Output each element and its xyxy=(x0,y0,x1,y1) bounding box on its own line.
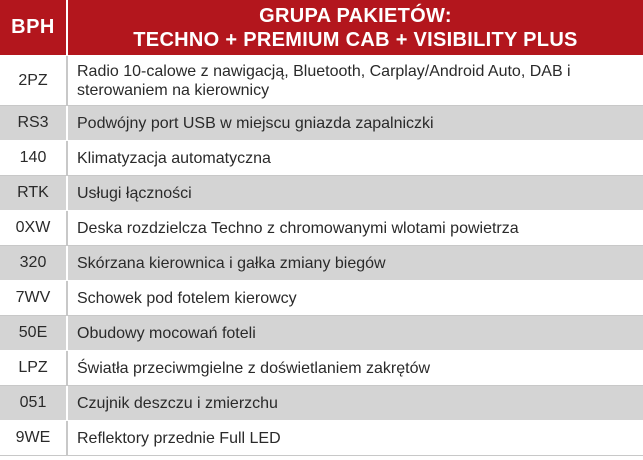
option-code: RTK xyxy=(0,176,68,210)
option-description: Klimatyzacja automatyczna xyxy=(77,149,271,167)
option-code: 051 xyxy=(0,386,68,420)
option-code: 9WE xyxy=(0,421,68,455)
option-code: 7WV xyxy=(0,281,68,315)
table-row xyxy=(0,176,643,211)
option-description: Radio 10-calowe z nawigacją, Bluetooth, Carplay/Android Auto, DAB i sterowaniem na kierownicy xyxy=(77,62,571,99)
option-code: 140 xyxy=(0,141,68,175)
option-code: RS3 xyxy=(0,106,68,140)
table-row xyxy=(0,246,643,281)
option-description: Skórzana kierownica i gałka zmiany biegów xyxy=(77,254,386,272)
option-description: Obudowy mocowań foteli xyxy=(77,324,256,342)
option-description: Reflektory przednie Full LED xyxy=(77,429,281,447)
title-line-1: GRUPA PAKIETÓW: xyxy=(259,4,452,27)
table-header xyxy=(0,0,643,56)
table-row xyxy=(0,386,643,421)
option-code: 0XW xyxy=(0,211,68,245)
table-row xyxy=(0,281,643,316)
code-column-header: BPH xyxy=(0,0,68,55)
option-description: Usługi łączności xyxy=(77,184,192,202)
table-row xyxy=(0,316,643,351)
table-row xyxy=(0,421,643,456)
table-row xyxy=(0,56,643,106)
package-group-title xyxy=(68,0,643,55)
option-description: Deska rozdzielcza Techno z chromowanymi wlotami powietrza xyxy=(77,219,519,237)
table-row xyxy=(0,106,643,141)
option-description: Podwójny port USB w miejscu gniazda zapalniczki xyxy=(77,114,434,132)
option-code: 2PZ xyxy=(0,56,68,105)
table-row xyxy=(0,211,643,246)
table-row xyxy=(0,141,643,176)
option-description: Schowek pod fotelem kierowcy xyxy=(77,289,297,307)
option-description: Czujnik deszczu i zmierzchu xyxy=(77,394,278,412)
table-body xyxy=(0,56,643,456)
option-code: 50E xyxy=(0,316,68,350)
table-row xyxy=(0,351,643,386)
title-line-2: TECHNO + PREMIUM CAB + VISIBILITY PLUS xyxy=(133,28,578,51)
option-code: 320 xyxy=(0,246,68,280)
option-code: LPZ xyxy=(0,351,68,385)
option-description: Światła przeciwmgielne z doświetlaniem zakrętów xyxy=(77,359,431,377)
